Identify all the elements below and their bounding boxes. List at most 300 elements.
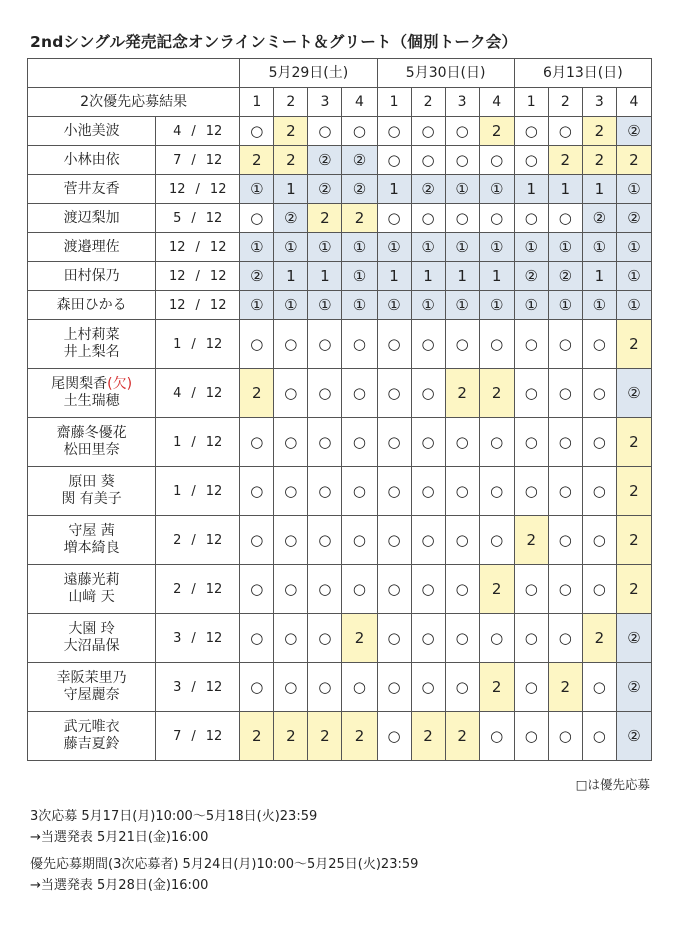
count-total: 12 (205, 123, 223, 139)
result-mark: 1 (377, 175, 411, 204)
member-name: 藤吉夏鈴 (63, 736, 120, 752)
count-separator: / (191, 630, 196, 646)
slot-header: 3 (582, 88, 616, 117)
count-separator: / (191, 210, 196, 226)
result-mark: ○ (548, 467, 582, 516)
member-name-cell (28, 146, 156, 175)
result-mark: ② (616, 369, 651, 418)
slot-header: 3 (308, 88, 342, 117)
result-mark: ② (342, 146, 377, 175)
member-name: 守屋 茜 (68, 523, 115, 539)
result-mark: ○ (411, 117, 445, 146)
result-mark: 2 (548, 663, 582, 712)
result-mark: ○ (479, 204, 514, 233)
result-mark: ○ (582, 712, 616, 761)
member-row (28, 233, 652, 262)
member-name: 齋藤冬優花 (56, 425, 127, 441)
result-mark: ① (411, 291, 445, 320)
count-value: 12 (168, 297, 186, 313)
count-total: 12 (205, 152, 223, 168)
date-header-2: 5月30日(日) (377, 59, 514, 88)
result-mark: ○ (479, 712, 514, 761)
count-cell (156, 712, 240, 761)
date-header-3: 6月13日(日) (514, 59, 651, 88)
count-total: 12 (205, 483, 223, 499)
count-total: 12 (205, 630, 223, 646)
result-mark: 2 (342, 204, 377, 233)
member-name-cell (28, 712, 156, 761)
result-mark: ○ (342, 117, 377, 146)
member-name: 井上梨名 (63, 344, 120, 360)
result-mark: ○ (548, 418, 582, 467)
result-mark: ② (274, 204, 308, 233)
result-mark: ① (548, 291, 582, 320)
member-name-cell (28, 117, 156, 146)
member-row (28, 204, 652, 233)
result-mark: ○ (548, 117, 582, 146)
result-mark: 2 (342, 614, 377, 663)
result-mark: ○ (342, 369, 377, 418)
result-mark: ① (514, 291, 548, 320)
result-mark: ① (240, 175, 274, 204)
member-name: 遠藤光莉 (63, 572, 120, 588)
absent-mark: (欠) (107, 376, 133, 392)
result-mark: ○ (479, 467, 514, 516)
result-mark: ① (445, 175, 479, 204)
member-name: 幸阪茉里乃 (56, 670, 127, 686)
member-name: 関 有美子 (61, 491, 122, 507)
result-mark: ○ (240, 320, 274, 369)
count-total: 12 (205, 679, 223, 695)
result-mark: 2 (240, 369, 274, 418)
result-mark: 2 (479, 663, 514, 712)
result-mark: ○ (411, 663, 445, 712)
result-mark: 2 (445, 712, 479, 761)
member-name-cell (28, 175, 156, 204)
count-separator: / (191, 385, 196, 401)
result-mark: 1 (582, 262, 616, 291)
result-mark: ① (274, 291, 308, 320)
result-mark: 2 (308, 204, 342, 233)
slot-header-row (28, 88, 652, 117)
result-mark: ① (616, 175, 651, 204)
result-mark: ① (377, 233, 411, 262)
result-mark: ○ (582, 320, 616, 369)
count-separator: / (195, 297, 200, 313)
count-cell (156, 117, 240, 146)
result-mark: ○ (377, 418, 411, 467)
count-cell (156, 418, 240, 467)
blank-header-cell (28, 59, 240, 88)
slot-header: 1 (377, 88, 411, 117)
result-mark: ○ (514, 712, 548, 761)
result-mark: 1 (514, 175, 548, 204)
result-mark: ○ (548, 516, 582, 565)
note-line-1: 3次応募 5月17日(月)10:00～5月18日(火)23:59 (30, 809, 318, 824)
result-mark: 1 (308, 262, 342, 291)
result-mark: ② (548, 262, 582, 291)
result-mark: ○ (240, 204, 274, 233)
result-mark: ○ (377, 369, 411, 418)
result-mark: ○ (377, 320, 411, 369)
result-mark: 1 (548, 175, 582, 204)
member-name: 田村保乃 (63, 267, 120, 284)
result-mark: ② (616, 117, 651, 146)
result-mark: ○ (582, 467, 616, 516)
result-mark: ○ (308, 467, 342, 516)
result-mark: 2 (479, 117, 514, 146)
count-cell (156, 369, 240, 418)
count-separator: / (191, 728, 196, 744)
page-title: 2ndシングル発売記念オンラインミート＆グリート（個別トーク会） (30, 33, 518, 51)
member-row (28, 663, 652, 712)
result-mark: 2 (479, 369, 514, 418)
result-mark: ② (308, 175, 342, 204)
result-mark: ○ (514, 369, 548, 418)
result-mark: ○ (274, 467, 308, 516)
count-value: 1 (173, 434, 182, 450)
result-mark: ① (308, 233, 342, 262)
count-separator: / (195, 181, 200, 197)
count-total: 12 (205, 385, 223, 401)
member-name-cell (28, 369, 156, 418)
result-mark: ○ (377, 712, 411, 761)
result-mark: ○ (514, 146, 548, 175)
result-mark: ○ (240, 516, 274, 565)
result-mark: ○ (514, 320, 548, 369)
result-mark: ① (342, 262, 377, 291)
member-name: 森田ひかる (56, 296, 127, 313)
member-name: 小林由依 (63, 151, 120, 168)
result-mark: 2 (342, 712, 377, 761)
result-mark: 1 (582, 175, 616, 204)
result-mark: 2 (274, 712, 308, 761)
member-name: 原田 葵 (68, 474, 115, 490)
result-mark: ○ (514, 117, 548, 146)
notes (30, 806, 418, 896)
result-mark: ① (616, 262, 651, 291)
member-name-cell (28, 320, 156, 369)
result-mark: 1 (274, 175, 308, 204)
member-row (28, 712, 652, 761)
count-value: 7 (173, 728, 182, 744)
legend-note: □は優先応募 (575, 777, 650, 792)
member-row (28, 175, 652, 204)
result-mark: 2 (582, 146, 616, 175)
member-name: 増本綺良 (63, 540, 120, 556)
count-separator: / (191, 123, 196, 139)
member-row (28, 262, 652, 291)
result-mark: ② (308, 146, 342, 175)
result-mark: ② (240, 262, 274, 291)
result-mark: ① (240, 233, 274, 262)
count-cell (156, 262, 240, 291)
result-mark: ○ (479, 320, 514, 369)
count-separator: / (191, 483, 196, 499)
result-mark: ○ (479, 418, 514, 467)
result-mark: ○ (479, 614, 514, 663)
count-cell (156, 565, 240, 614)
result-mark: ○ (308, 614, 342, 663)
result-mark: ○ (548, 204, 582, 233)
count-value: 12 (168, 268, 186, 284)
result-mark: ○ (445, 565, 479, 614)
result-mark: ○ (445, 663, 479, 712)
member-name: 渡邉理佐 (63, 238, 120, 255)
member-name: 菅井友香 (63, 180, 120, 197)
count-cell (156, 663, 240, 712)
result-mark: ① (514, 233, 548, 262)
count-cell (156, 146, 240, 175)
member-name-cell (28, 663, 156, 712)
result-mark: ○ (479, 146, 514, 175)
result-mark: ○ (308, 565, 342, 614)
result-mark: ① (342, 233, 377, 262)
result-mark: ① (479, 291, 514, 320)
slot-header: 4 (479, 88, 514, 117)
result-mark: ① (582, 291, 616, 320)
result-mark: 2 (514, 516, 548, 565)
result-mark: ○ (514, 418, 548, 467)
result-mark: ① (445, 291, 479, 320)
result-mark: ① (308, 291, 342, 320)
result-mark: ○ (342, 467, 377, 516)
count-separator: / (195, 239, 200, 255)
result-mark: 2 (274, 117, 308, 146)
result-mark: ① (616, 291, 651, 320)
result-mark: ○ (342, 565, 377, 614)
result-mark: ○ (411, 614, 445, 663)
result-mark: ○ (274, 565, 308, 614)
count-value: 1 (173, 336, 182, 352)
result-mark: 1 (274, 262, 308, 291)
result-mark: ○ (445, 467, 479, 516)
count-cell (156, 320, 240, 369)
result-mark: ○ (411, 516, 445, 565)
count-total: 12 (209, 268, 227, 284)
result-mark: ○ (548, 320, 582, 369)
result-mark: ○ (411, 204, 445, 233)
member-name: 大園 玲 (68, 621, 115, 637)
result-mark: ② (616, 712, 651, 761)
count-value: 5 (173, 210, 182, 226)
result-mark: ○ (411, 146, 445, 175)
member-name-cell (28, 233, 156, 262)
count-cell (156, 204, 240, 233)
member-name: 武元唯衣 (63, 719, 120, 735)
result-mark: ○ (582, 565, 616, 614)
result-mark: ○ (514, 614, 548, 663)
result-mark: 2 (548, 146, 582, 175)
result-mark: ① (445, 233, 479, 262)
member-name: 尾関梨香 (51, 376, 108, 392)
result-mark: 1 (479, 262, 514, 291)
results-table (27, 58, 652, 761)
result-mark: ① (616, 233, 651, 262)
result-mark: ○ (377, 614, 411, 663)
member-name: 大沼晶保 (63, 638, 120, 654)
result-mark: ○ (377, 117, 411, 146)
count-cell (156, 614, 240, 663)
result-mark: ② (616, 663, 651, 712)
member-name: 土生瑞穂 (63, 393, 120, 409)
result-mark: ○ (445, 204, 479, 233)
slot-header: 2 (411, 88, 445, 117)
result-mark: ○ (377, 565, 411, 614)
count-cell (156, 175, 240, 204)
date-header-1: 5月29日(土) (240, 59, 377, 88)
result-mark: ① (411, 233, 445, 262)
result-mark: 2 (411, 712, 445, 761)
note-line-3: 優先応募期間(3次応募者) 5月24日(月)10:00～5月25日(火)23:59 (30, 857, 419, 872)
result-mark: ○ (548, 565, 582, 614)
result-mark: ○ (274, 369, 308, 418)
result-mark: ○ (308, 516, 342, 565)
result-mark: ② (514, 262, 548, 291)
result-mark: ○ (240, 565, 274, 614)
result-mark: 2 (616, 516, 651, 565)
slot-header: 2 (274, 88, 308, 117)
result-mark: ○ (377, 663, 411, 712)
count-total: 12 (205, 728, 223, 744)
count-cell (156, 516, 240, 565)
result-mark: ② (616, 614, 651, 663)
count-total: 12 (205, 210, 223, 226)
slot-header: 3 (445, 88, 479, 117)
result-mark: ○ (445, 146, 479, 175)
member-row (28, 369, 652, 418)
count-value: 2 (173, 581, 182, 597)
result-label: 2次優先応募結果 (28, 88, 240, 117)
member-row (28, 614, 652, 663)
result-mark: ○ (582, 369, 616, 418)
count-separator: / (191, 152, 196, 168)
result-mark: ① (342, 291, 377, 320)
result-mark: ○ (308, 369, 342, 418)
member-name-cell (28, 565, 156, 614)
member-name: 上村莉菜 (63, 327, 120, 343)
count-total: 12 (205, 434, 223, 450)
result-mark: ○ (445, 117, 479, 146)
count-total: 12 (205, 336, 223, 352)
result-mark: ○ (514, 565, 548, 614)
result-mark: ○ (411, 369, 445, 418)
date-header-row (28, 59, 652, 88)
result-mark: ○ (377, 467, 411, 516)
result-mark: ① (274, 233, 308, 262)
member-name: 小池美波 (63, 122, 120, 139)
result-mark: ○ (342, 418, 377, 467)
result-mark: ○ (342, 663, 377, 712)
result-mark: ○ (308, 320, 342, 369)
result-mark: ② (582, 204, 616, 233)
result-mark: ○ (514, 663, 548, 712)
count-value: 12 (168, 239, 186, 255)
result-mark: ○ (411, 565, 445, 614)
count-value: 3 (173, 679, 182, 695)
result-mark: ○ (240, 418, 274, 467)
result-mark: ○ (411, 418, 445, 467)
result-mark: 2 (582, 614, 616, 663)
result-mark: ○ (411, 320, 445, 369)
member-name-cell (28, 262, 156, 291)
count-cell (156, 233, 240, 262)
result-mark: 2 (445, 369, 479, 418)
result-mark: ○ (274, 418, 308, 467)
result-mark: ○ (479, 516, 514, 565)
result-mark: ○ (274, 614, 308, 663)
result-mark: ○ (548, 712, 582, 761)
count-cell (156, 291, 240, 320)
result-mark: ○ (377, 204, 411, 233)
result-mark: ② (616, 204, 651, 233)
count-total: 12 (209, 181, 227, 197)
result-mark: ○ (582, 418, 616, 467)
result-mark: ② (342, 175, 377, 204)
result-mark: ○ (308, 117, 342, 146)
count-separator: / (191, 434, 196, 450)
result-mark: ○ (514, 204, 548, 233)
result-mark: 2 (582, 117, 616, 146)
result-mark: ○ (240, 467, 274, 516)
result-mark: ○ (308, 418, 342, 467)
result-mark: 1 (411, 262, 445, 291)
member-name: 松田里奈 (63, 442, 120, 458)
member-row (28, 467, 652, 516)
result-mark: 2 (616, 467, 651, 516)
result-mark: ○ (411, 467, 445, 516)
member-name-cell (28, 418, 156, 467)
result-mark: ○ (377, 146, 411, 175)
count-separator: / (191, 532, 196, 548)
result-mark: 2 (616, 146, 651, 175)
member-row (28, 418, 652, 467)
result-mark: ○ (582, 516, 616, 565)
result-mark: ○ (548, 369, 582, 418)
result-mark: ○ (240, 117, 274, 146)
count-separator: / (195, 268, 200, 284)
count-separator: / (191, 581, 196, 597)
result-mark: ① (479, 233, 514, 262)
result-mark: 2 (240, 146, 274, 175)
result-mark: 2 (308, 712, 342, 761)
result-mark: ① (377, 291, 411, 320)
member-row (28, 565, 652, 614)
member-name: 守屋麗奈 (63, 687, 120, 703)
member-name-cell (28, 204, 156, 233)
count-value: 12 (168, 181, 186, 197)
count-value: 4 (173, 123, 182, 139)
result-mark: ○ (514, 467, 548, 516)
result-mark: ② (411, 175, 445, 204)
result-mark: ○ (445, 614, 479, 663)
slot-header: 1 (240, 88, 274, 117)
result-mark: ○ (548, 614, 582, 663)
result-mark: 2 (616, 418, 651, 467)
result-mark: ○ (240, 663, 274, 712)
count-total: 12 (209, 297, 227, 313)
member-name-cell (28, 291, 156, 320)
result-mark: 2 (479, 565, 514, 614)
count-total: 12 (205, 532, 223, 548)
result-mark: ○ (308, 663, 342, 712)
count-value: 4 (173, 385, 182, 401)
member-name-cell (28, 467, 156, 516)
count-separator: / (191, 679, 196, 695)
result-mark: 2 (616, 565, 651, 614)
result-mark: 2 (240, 712, 274, 761)
result-mark: ○ (377, 516, 411, 565)
